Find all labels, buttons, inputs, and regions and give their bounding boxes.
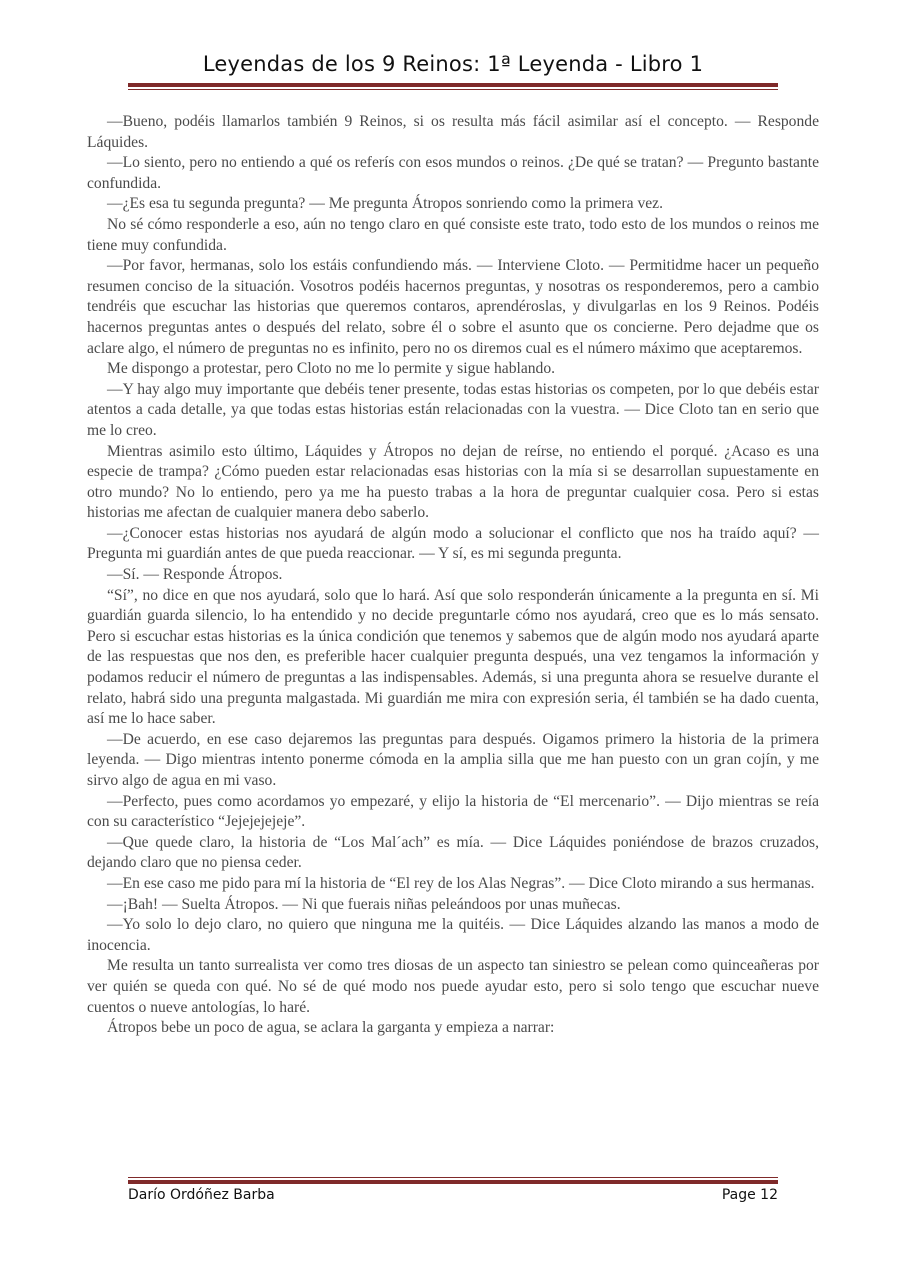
page-header-title: Leyendas de los 9 Reinos: 1ª Leyenda - Libro 1 [202,52,704,76]
paragraph: —Que quede claro, la historia de “Los Mal´ach” es mía. — Dice Láquides poniéndose de brazos cruzados, dejando claro que no piensa ceder. [87,833,819,872]
paragraph: —¿Es esa tu segunda pregunta? — Me pregunta Átropos sonriendo como la primera vez. [107,195,664,213]
paragraph: —De acuerdo, en ese caso dejaremos las preguntas para después. Oigamos primero la historia de la primera leyenda. — Digo mientras intento ponerme cómoda en la amplia silla que me han puesto con un gran cojín, y me sirvo algo de agua en mi vaso. [87,730,819,789]
paragraph: Me resulta un tanto surrealista ver como tres diosas de un aspecto tan siniestro se pelean como quinceañeras por ver quién se queda con qué. No sé de qué modo nos puede ayudar esto, pero si solo tengo que escuchar nueve cuentos o nueve antologías, lo haré. [87,957,819,1016]
paragraph: —¡Bah! — Suelta Átropos. — Ni que fuerais niñas peleándoos por unas muñecas. [107,895,621,913]
paragraph: —Lo siento, pero no entiendo a qué os referís con esos mundos o reinos. ¿De qué se tratan? — Pregunto bastante confundida. [87,154,819,192]
paragraph: —Por favor, hermanas, solo los estáis confundiendo más. — Interviene Cloto. — Permitidme hacer un pequeño resumen conciso de la situación. Vosotros podéis hacernos preguntas, y nosotras os responderemos, pero a cambio tendréis que escuchar las historias que queremos contaros, aprendéroslas, y divulgarlas en los 9 Reinos. Podéis hacernos preguntas antes o después del relato, sobre él o sobre el asunto que os concierne. Pero dejadme que os aclare algo, el número de preguntas no es infinito, pero no os diremos cual es el número máximo que aceptaremos. [87,257,819,357]
footer-rule-thin [128,1177,778,1178]
footer-page-number: Page 12 [721,1187,778,1203]
paragraph: —Bueno, podéis llamarlos también 9 Reinos, si os resulta más fácil asimilar así el concepto. — Responde Láquides. [87,113,819,151]
paragraph: —Sí. — Responde Átropos. [107,566,283,584]
header-rule-thin [128,89,778,90]
paragraph: Mientras asimilo esto último, Láquides y Átropos no dejan de reírse, no entiendo el porqué. ¿Acaso es una especie de trampa? ¿Cómo pueden estar relacionadas esas historias con la mía si se desarrollan supuestamente en otro mundo? No lo entiendo, pero ya me ha puesto trabas a la hora de preguntar cualquier cosa. Pero si estas historias me afectan de cualquier manera debo saberlo. [87,442,819,522]
paragraph: —Perfecto, pues como acordamos yo empezaré, y elijo la historia de “El mercenario”. — Dijo mientras se reía con su característico “Jejejejejeje”. [87,792,819,831]
paragraph: —Yo solo lo dejo claro, no quiero que ninguna me la quitéis. — Dice Láquides alzando las manos a modo de inocencia. [87,916,819,954]
paragraph: “Sí”, no dice en que nos ayudará, solo que lo hará. Así que solo responderán únicamente a la pregunta en sí. Mi guardián guarda silencio, lo ha entendido y no decide preguntarle cómo nos ayudará, creo que es lo más sensato. Pero si escuchar estas historias es la única condición que tenemos y sabemos que de algún modo nos ayudará aparte de las respuestas que nos den, es preferible hacer cualquier pregunta después, una vez tengamos la información y podamos reducir el número de preguntas a las indispensables. Además, si una pregunta ahora se resuelve durante el relato, habrá sido una pregunta malgastada. Mi guardián me mira con expresión seria, él también se ha dado cuenta, así me lo hace saber. [87,586,819,728]
footer-rule-thick [128,1180,778,1184]
paragraph: —En ese caso me pido para mí la historia de “El rey de los Alas Negras”. — Dice Cloto mirando a sus hermanas. [107,874,815,892]
paragraph: No sé cómo responderle a eso, aún no tengo claro en qué consiste este trato, todo esto de los mundos o reinos me tiene muy confundida. [87,215,819,254]
footer-author: Darío Ordóñez Barba [128,1187,275,1203]
paragraph: Átropos bebe un poco de agua, se aclara la garganta y empieza a narrar: [107,1019,555,1037]
paragraph: —Y hay algo muy importante que debéis tener presente, todas estas historias os competen, por lo que debéis estar atentos a cada detalle, ya que todas estas historias están relacionadas con la vuestra. — Dice Cloto tan en serio que me lo creo. [87,380,819,439]
paragraph: Me dispongo a protestar, pero Cloto no me lo permite y sigue hablando. [107,360,556,378]
paragraph: —¿Conocer estas historias nos ayudará de algún modo a solucionar el conflicto que nos ha traído aquí? — Pregunta mi guardián antes de que pueda reaccionar. — Y sí, es mi segunda pregunta. [87,524,819,563]
body-text [87,112,819,1039]
header-rule-thick [128,83,778,87]
